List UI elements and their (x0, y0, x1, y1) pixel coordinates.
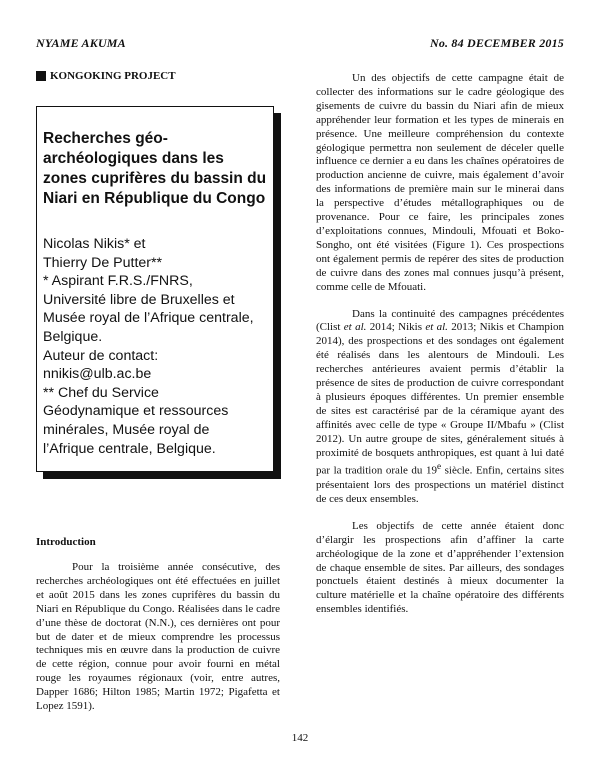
paragraph-text: 2013; Nikis et Champion 2014), des prospections et des sondages ont également été réalisés dans les alentours de Mindouli. Les recherches antérieures avaient permis d’établir la présence de sites de production de cuivre correspondant à plusieurs époques différentes. Un premier ensemble de sites est caractérisé par de la céramique ayant des affinités avec celle de type « Groupe II/Mbafu » (Clist 2012). Un autre groupe de sites, généralement situés à proximité de bosquets anthropiques, est quant à lui daté par la tradition orale du 19 (316, 321, 564, 478)
section-label-text: KONGOKING PROJECT (50, 70, 176, 82)
paragraph-text: 2014; Nikis (366, 321, 426, 334)
title-box (36, 106, 280, 478)
contact-email: nnikis@ulb.ac.be (43, 366, 152, 383)
author-line: Thierry De Putter** (43, 254, 163, 271)
author-line: Géodynamique et ressources (43, 403, 229, 420)
intro-paragraph: Pour la troisième année consécutive, des recherches archéologiques ont été effectuées en juillet et août 2015 dans les zones cuprifères du bassin du Niari en République du Congo. Réalisées dans le cadre d’une thèse de doctorat (N.N.), ces dernières ont pour but de dater et de mieux comprendre les processus techniques mis en œuvre dans la production de cuivre de cette région, connue pour avoir fourni en métal rouge les royaumes régionaux (voir, entre autres, Dapper 1686; Hilton 1985; Martin 1972; Pigafetta et Lopez 1591). (36, 561, 280, 713)
ordinal-superscript: e (436, 461, 442, 472)
author-line: Musée royal de l’Afrique centrale, (43, 310, 254, 327)
introduction-heading: Introduction (36, 536, 96, 548)
author-line: ** Chef du Service (43, 384, 159, 401)
right-column (316, 72, 564, 617)
article-title: Recherches géo-archéologiques dans les zones cuprifères du bassin du Niari en République du Congo (43, 130, 267, 207)
citation-etal: et al. (425, 321, 448, 334)
author-line: Université libre de Bruxelles et (43, 291, 235, 308)
author-line: Belgique. (43, 328, 103, 345)
citation-etal: et al. (343, 321, 367, 334)
journal-name: NYAME AKUMA (36, 36, 126, 50)
body-paragraph-3: Les objectifs de cette année étaient donc d’élargir les prospections afin d’affiner la carte archéologique de la zone et d’appréhender l’extension de chaque ensemble de sites. Par ailleurs, des sondages ponctuels étaient destinés à mieux documenter la culture matérielle et la chaîne opératoire des différents ensembles identifiés. (316, 519, 564, 616)
body-paragraph-1: Un des objectifs de cette campagne était de collecter des informations sur le cadre géologique des gisements de cuivre du bassin du Niari afin de mieux appréhender leur formation et les types de minerais en présence. Une meilleure compréhension du contexte géologique permettra non seulement de déceler quelle influence ce dernier a eu dans les chaînes opératoires de production ancienne de cuivre, mais également d’avoir des informations de première main sur le minerai dans la perspective d’études métallographiques ou de provenance. Pour ce faire, les principales zones d’exploitations connues, Mindouli, Mfouati et Boko-Songho, ont été visitées (Figure 1). Ces prospections ont également permis de repérer des sites de production de cuivre dans des zones mal connues jusqu’à présent, comme celle de Mfouati. (316, 72, 564, 293)
title-box-frame (36, 106, 274, 472)
body-paragraph-2 (316, 308, 564, 507)
author-line: Auteur de contact: (43, 347, 159, 364)
author-line: * Aspirant F.R.S./FNRS, (43, 273, 193, 290)
author-line: Nicolas Nikis* et (43, 236, 146, 252)
section-label (36, 70, 176, 82)
paragraph-text: Dans la continuité des campagnes précédentes (Clist (316, 307, 564, 334)
author-block (43, 235, 271, 458)
square-bullet-icon (36, 71, 46, 81)
author-line: minérales, Musée royal de (43, 421, 210, 438)
paragraph-text: siècle. Enfin, certains sites présentaient lors des prospections un matériel distinct de ces deux ensembles. (316, 465, 564, 505)
issue-label: No. 84 DECEMBER 2015 (429, 36, 564, 50)
author-line: l’Afrique centrale, Belgique. (43, 440, 216, 457)
left-column (36, 561, 280, 714)
page-number: 142 (291, 732, 309, 744)
